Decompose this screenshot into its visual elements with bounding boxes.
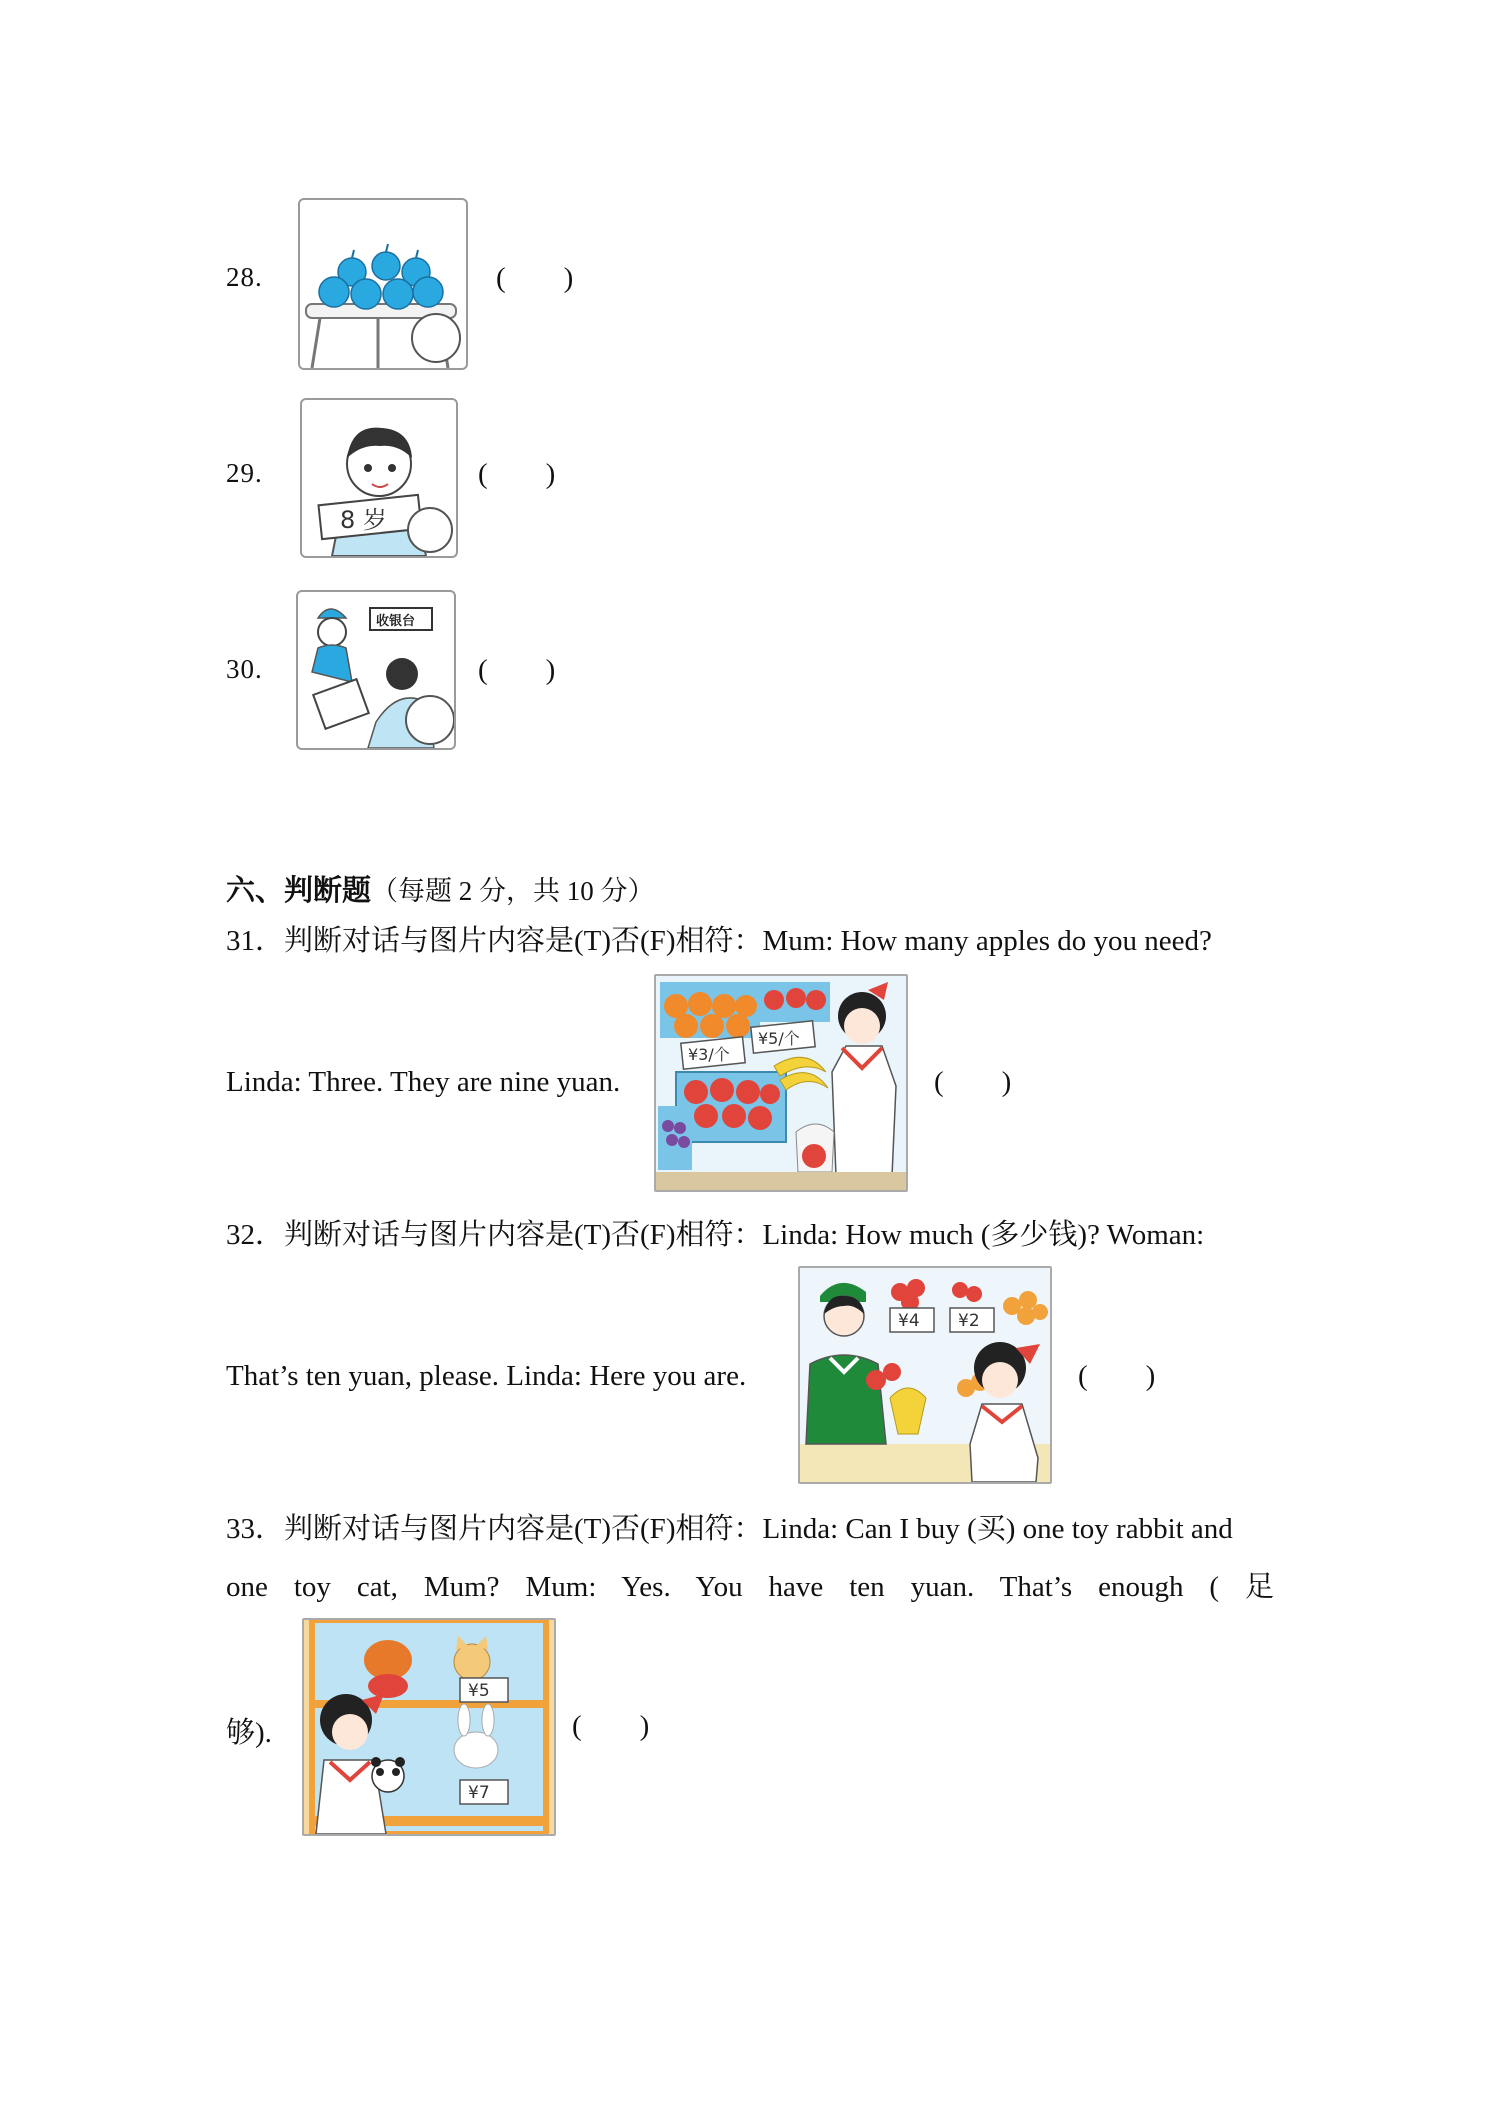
q31-line2: Linda: Three. They are nine yuan. <box>226 1066 621 1098</box>
answer-paren-31[interactable]: ( ) <box>934 1066 1012 1098</box>
flower-price-a: ¥4 <box>898 1311 920 1331</box>
q32-line1: 32．判断对话与图片内容是(T)否(F)相符：Linda: How much (多少钱)? Woman: <box>226 1219 1205 1251</box>
apples-table-image <box>298 198 468 370</box>
question-number-30: 30. <box>226 654 263 684</box>
price-tag-a: ¥3/个 <box>688 1045 730 1064</box>
answer-paren-30[interactable]: ( ) <box>478 654 556 686</box>
answer-paren-33[interactable]: ( ) <box>572 1710 650 1742</box>
flower-price-b: ¥2 <box>958 1311 980 1331</box>
section-heading <box>226 868 655 909</box>
price-tag-b: ¥5/个 <box>758 1029 800 1048</box>
toy-price-a: ¥5 <box>468 1681 490 1701</box>
cashier-sign-text: 收银台 <box>376 614 416 629</box>
toy-shop-image <box>302 1618 556 1836</box>
section-title: 六、判断题 <box>226 875 372 907</box>
q33-line2: one toy cat, Mum? Mum: Yes. You have ten yuan. That’s enough ( 足 <box>226 1571 1274 1603</box>
answer-paren-29[interactable]: ( ) <box>478 458 556 490</box>
q32-line2: That’s ten yuan, please. Linda: Here you are. <box>226 1360 747 1392</box>
question-number-28: 28. <box>226 262 263 292</box>
question-number-29: 29. <box>226 458 263 488</box>
fruit-stand-image <box>654 974 908 1192</box>
q33-line1: 33．判断对话与图片内容是(T)否(F)相符：Linda: Can I buy (买) one toy rabbit and <box>226 1513 1233 1545</box>
boy-sign-image <box>300 398 458 558</box>
flower-shop-image <box>798 1266 1052 1484</box>
toy-price-b: ¥7 <box>468 1783 490 1803</box>
q31-line1: 31．判断对话与图片内容是(T)否(F)相符：Mum: How many apples do you need? <box>226 925 1212 957</box>
answer-paren-28[interactable]: ( ) <box>496 262 574 294</box>
cashier-image <box>296 590 456 750</box>
q33-line3: 够). <box>226 1717 272 1749</box>
section-note: （每题 2 分，共 10 分） <box>371 876 655 906</box>
sign-text: 8 岁 <box>340 506 387 534</box>
answer-paren-32[interactable]: ( ) <box>1078 1360 1156 1392</box>
